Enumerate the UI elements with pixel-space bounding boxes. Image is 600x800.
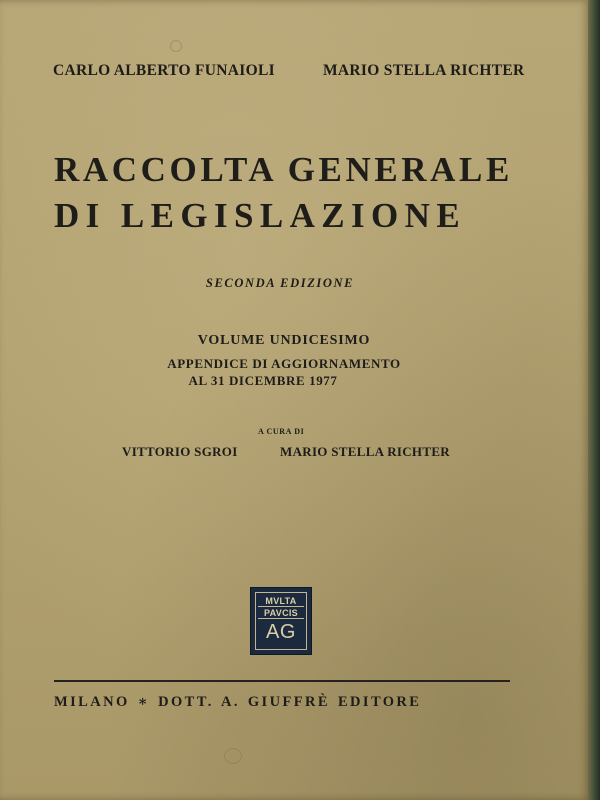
logo-monogram: AG xyxy=(266,621,296,643)
logo-frame xyxy=(255,592,307,650)
edited-by-label: A CURA DI xyxy=(258,427,305,436)
appendix-line: AL 31 DICEMBRE 1977 xyxy=(188,373,338,388)
book-title-line: RACCOLTA GENERALE xyxy=(54,150,513,189)
logo-motto-word: MVLTA xyxy=(265,596,297,606)
editor-name: MARIO STELLA RICHTER xyxy=(280,444,450,459)
appendix-line: APPENDICE DI AGGIORNAMENTO xyxy=(167,356,401,371)
editor-name: VITTORIO SGROI xyxy=(122,444,238,459)
author-name: MARIO STELLA RICHTER xyxy=(323,62,525,79)
author-name: CARLO ALBERTO FUNAIOLI xyxy=(53,62,275,79)
logo-divider xyxy=(258,606,304,607)
publisher-divider xyxy=(54,680,510,682)
paper-stain xyxy=(170,40,182,52)
page-edge xyxy=(588,0,600,800)
paper-stain xyxy=(224,748,242,764)
book-title-line: DI LEGISLAZIONE xyxy=(54,196,467,235)
edition-label: SECONDA EDIZIONE xyxy=(205,276,355,290)
logo-motto-word: PAVCIS xyxy=(264,608,298,618)
volume-label: VOLUME UNDICESIMO xyxy=(197,333,371,348)
logo-divider xyxy=(258,618,304,619)
publisher-logo xyxy=(250,587,312,655)
publisher-line: MILANO ∗ DOTT. A. GIUFFRÈ EDITORE xyxy=(54,694,422,710)
